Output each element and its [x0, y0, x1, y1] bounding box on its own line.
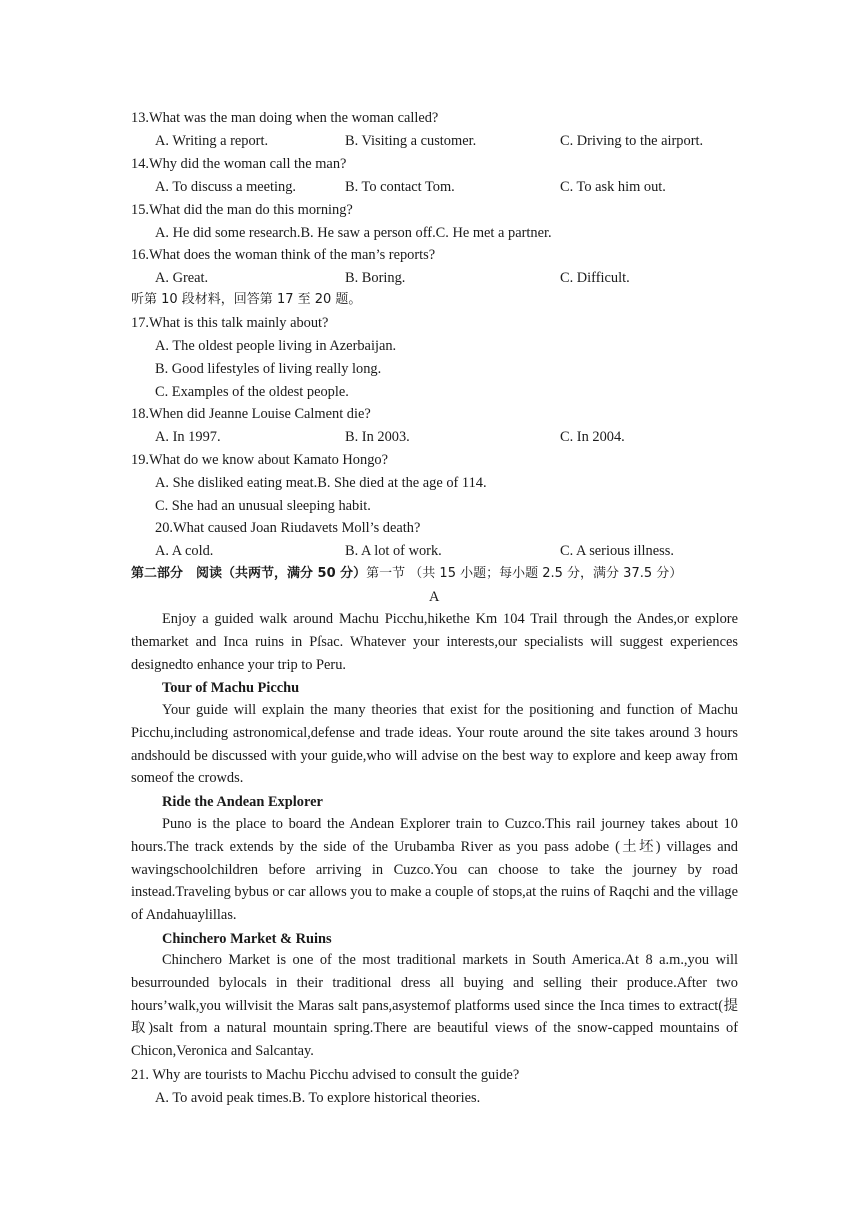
q20-stem: 20.What caused Joan Riudavets Moll’s death?	[155, 520, 421, 536]
heading-chinchero-market: Chinchero Market & Ruins	[162, 931, 332, 947]
q15-stem: 15.What did the man do this morning?	[131, 202, 353, 218]
q21-options-ab: A. To avoid peak times.B. To explore historical theories.	[155, 1090, 481, 1106]
q19-stem: 19.What do we know about Kamato Hongo?	[131, 452, 388, 468]
q13-option-c: C. Driving to the airport.	[560, 133, 704, 149]
q15-options: A. He did some research.B. He saw a person off.C. He met a partner.	[155, 225, 552, 241]
q16-stem: 16.What does the woman think of the man’s reports?	[131, 247, 436, 263]
q16-option-b: B. Boring.	[345, 270, 406, 286]
q14-option-c: C. To ask him out.	[560, 179, 666, 195]
q18-option-b: B. In 2003.	[345, 429, 410, 445]
q21-stem: 21. Why are tourists to Machu Picchu advised to consult the guide?	[131, 1067, 520, 1083]
q17-option-c: C. Examples of the oldest people.	[155, 384, 349, 400]
paragraph-chinchero-market: Chinchero Market is one of the most traditional markets in South America.At 8 a.m.,you will besurrounded bylocals in their traditional dress all buying and selling their produce.After two hours’walk,you willvisit the Maras salt pans,asystemof platforms used since the Inca times to extract(提取)salt from a natural mountain spring.There are beautiful views of the snow-capped mountains of Chicon,Veronica and Salcantay.	[131, 952, 738, 1060]
passage-letter: A	[429, 589, 440, 605]
q14-option-b: B. To contact Tom.	[345, 179, 455, 195]
q17-stem: 17.What is this talk mainly about?	[131, 315, 329, 331]
q20-option-b: B. A lot of work.	[345, 543, 442, 559]
q19-options-ab: A. She disliked eating meat.B. She died at the age of 114.	[155, 475, 487, 491]
q14-stem: 14.Why did the woman call the man?	[131, 156, 347, 172]
q13-option-b: B. Visiting a customer.	[345, 133, 477, 149]
section-10-instruction: 听第 10 段材料，回答第 17 至 20 题。	[131, 292, 362, 307]
q13-stem: 13.What was the man doing when the woman called?	[131, 110, 439, 126]
q16-option-c: C. Difficult.	[560, 270, 630, 286]
q19-option-c: C. She had an unusual sleeping habit.	[155, 498, 371, 514]
q18-stem: 18.When did Jeanne Louise Calment die?	[131, 406, 371, 422]
q20-option-c: C. A serious illness.	[560, 543, 674, 559]
q20-option-a: A. A cold.	[155, 543, 214, 559]
q17-option-a: A. The oldest people living in Azerbaijan.	[155, 338, 397, 354]
heading-andean-explorer: Ride the Andean Explorer	[162, 794, 323, 810]
section-one-note: 第一节 （共 15 小题；每小题 2.5 分，满分 37.5 分）	[366, 566, 683, 581]
paragraph-tour-machu-picchu: Your guide will explain the many theories that exist for the positioning and function of Machu Picchu,including astronomical,defense and trade ideas. Your route around the site takes around 3 hours andshould be discussed with your guide,who will advise on the best way to explore and keep away from someof the crowds.	[131, 702, 738, 787]
part-two-title: 第二部分 阅读（共两节，满分 50 分）	[131, 566, 367, 581]
heading-tour-machu-picchu: Tour of Machu Picchu	[162, 680, 300, 696]
q16-option-a: A. Great.	[155, 270, 209, 286]
part-two-heading	[131, 565, 682, 583]
passage-intro: Enjoy a guided walk around Machu Picchu,hikethe Km 104 Trail through the Andes,or explore themarket and Inca ruins in Pſsac. Whatever your interests,our specialists will suggest experiences designedto enhance your trip to Peru.	[131, 611, 738, 673]
paragraph-andean-explorer: Puno is the place to board the Andean Explorer train to Cuzco.This rail journey takes about 10 hours.The track extends by the side of the Urubamba River as you pass adobe (土坯) villages and wavingschoolchildren before arriving in Cuzco.You can choose to take the journey by road instead.Traveling bybus or car allows you to make a couple of stops,at the ruins of Raqchi and the village of Andahuaylillas.	[131, 816, 738, 924]
q18-option-c: C. In 2004.	[560, 429, 625, 445]
q18-option-a: A. In 1997.	[155, 429, 221, 445]
q17-option-b: B. Good lifestyles of living really long.	[155, 361, 382, 377]
q14-option-a: A. To discuss a meeting.	[155, 179, 297, 195]
q13-option-a: A. Writing a report.	[155, 133, 269, 149]
